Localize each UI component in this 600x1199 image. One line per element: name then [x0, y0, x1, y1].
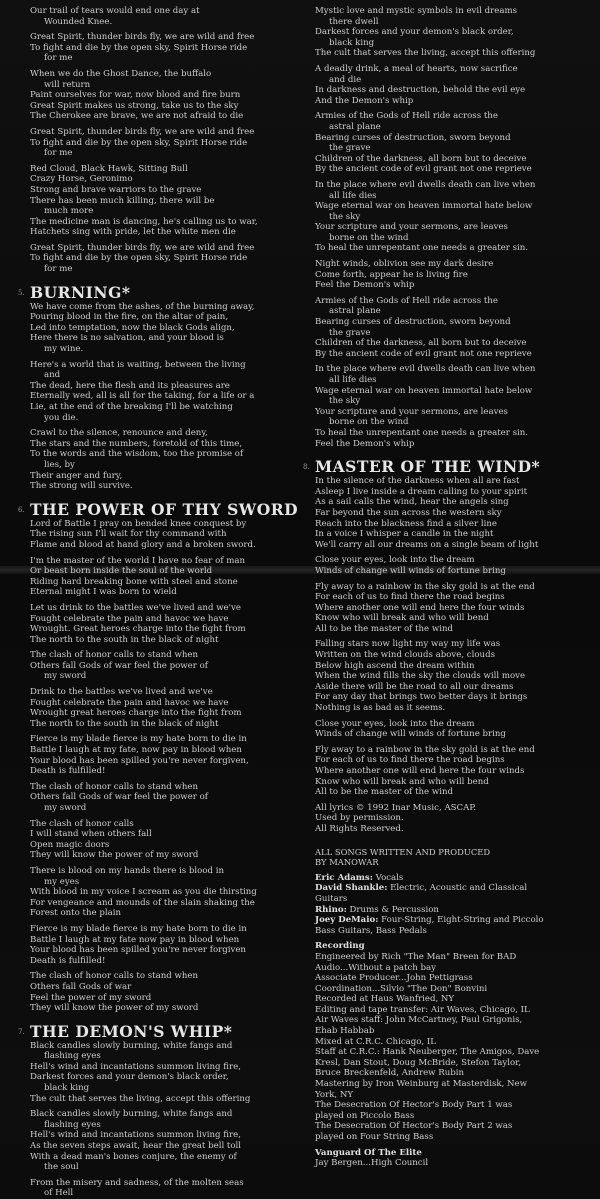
lyric-line: Aside there will be the road to all our dreams	[315, 681, 514, 692]
lyric-line: All lyrics © 1992 Inar Music, ASCAP.	[315, 802, 477, 813]
credit-line: The Desecration Of Hector's Body Part 2 was	[315, 1121, 513, 1132]
lyric-line: of Hell	[44, 1188, 74, 1199]
lyric-line: Know who will break and who will bend	[315, 776, 489, 787]
stanza	[30, 971, 300, 1013]
stanza	[315, 803, 595, 835]
lyric-line: my wine.	[44, 344, 84, 355]
lyric-line: Come forth, appear he is living fire	[315, 269, 468, 280]
lyric-line: Crawl to the silence, renounce and deny,	[30, 428, 208, 439]
lyric-line: In the place where evil dwells death can live when	[315, 364, 536, 375]
lyric-line: Crazy Horse, Geronimo	[30, 174, 133, 185]
lyric-line: all life dies	[329, 190, 377, 201]
stanza	[315, 745, 595, 798]
member-role: Drums & Percussion	[346, 904, 439, 915]
stanza	[30, 603, 300, 645]
lyric-line: Let us drink to the battles we've lived and we've	[30, 602, 241, 613]
lyric-line: The stars and the numbers, foretold of this time,	[30, 438, 243, 449]
lyric-line: Red Cloud, Black Hawk, Sitting Bull	[30, 163, 188, 174]
lyric-line: Falling stars now light my way my life was	[315, 639, 501, 650]
lyric-line: for me	[44, 264, 73, 275]
lyric-line: Great Spirit, thunder birds fly, we are wild and free	[30, 242, 255, 253]
recording-lines	[315, 952, 595, 1143]
recording-heading: Recording	[315, 941, 365, 952]
lyric-line: Bearing curses of destruction, sworn beyond	[315, 317, 511, 328]
lyric-line: The north to the south in the black of night	[30, 718, 219, 729]
produced-by	[315, 847, 595, 868]
vanguard-heading: Vanguard Of The Elite	[315, 1147, 422, 1158]
lyric-line: When we do the Ghost Dance, the buffalo	[30, 68, 212, 79]
lyric-line: borne on the wind	[329, 417, 409, 428]
credit-line: Staff at C.R.C.: Hank Neuberger, The Amigos, Dave	[315, 1047, 540, 1058]
lyric-line: As the seven steps await, hear the great bell toll	[30, 1141, 242, 1152]
lyric-line: Wrought. Great heroes charge into the fight from	[30, 624, 246, 635]
member-name: Eric Adams:	[315, 872, 373, 883]
lyric-line: As a sail calls the wind, hear the angels sing	[315, 497, 509, 508]
member-name: Rhino:	[315, 904, 347, 915]
lyric-line: astral plane	[329, 121, 381, 132]
credit-line: Editing and tape transfer: Air Waves, Chicago, IL	[315, 1004, 530, 1015]
lyric-line: The medicine man is dancing, he's calling us to war,	[30, 216, 258, 227]
vanguard-credits	[315, 1148, 595, 1169]
lyric-line: Darkest forces and your demon's black order,	[30, 1072, 229, 1083]
lyric-line: Used by permission.	[315, 813, 404, 824]
lyric-line: Wrought great heroes charge into the fight from	[30, 708, 242, 719]
lyric-line: Where another one will end here the four winds	[315, 766, 525, 776]
stanza	[315, 296, 595, 360]
lyric-line: For each of us to find there the road begins	[315, 592, 505, 603]
lyric-line: Where another one will end here the four winds	[315, 602, 525, 613]
credit-line: York, NY	[315, 1089, 354, 1100]
lyric-line: Great Spirit, thunder birds fly, we are wild and free	[30, 32, 255, 43]
lyric-line: Riding hard breaking bone with steel and stone	[30, 576, 238, 587]
lyric-line: Mystic love and mystic symbols in evil dreams	[315, 6, 517, 16]
lyric-line: We'll carry all our dreams on a single beam of light	[315, 539, 539, 550]
stanza	[30, 866, 300, 919]
member-role: Vocals	[372, 872, 404, 883]
lyric-line: Winds of change will winds of fortune bring	[315, 729, 506, 740]
lyric-line: The clash of honor calls to stand when	[30, 971, 198, 982]
lyric-line: Eternal might I was born to wield	[30, 587, 177, 598]
stanza	[30, 32, 300, 64]
credit-line: Associate Producer...John Pettigrass	[315, 973, 473, 984]
track-number: 7.	[18, 1027, 25, 1036]
lyric-line: Drink to the battles we've lived and we've	[30, 687, 213, 698]
stanza	[315, 64, 595, 106]
credit-line: Audio...Without a patch bay	[315, 962, 437, 973]
lyric-line: In the silence of the darkness when all are fast	[315, 476, 520, 487]
song-lyrics	[30, 302, 300, 492]
song-title: THE POWER OF THY SWORD	[30, 499, 299, 519]
lyric-line: the grave	[329, 327, 371, 338]
lyric-line: The clash of honor calls to stand when	[30, 650, 198, 661]
vanguard-lines	[315, 1158, 595, 1169]
lyric-line: With blood in my voice I scream as you die thirsting	[30, 887, 257, 898]
lyric-line: Fought celebrate the pain and havoc we have	[30, 697, 229, 708]
stanza	[315, 259, 595, 291]
lyric-line: Reach into the blackness find a silver line	[315, 518, 497, 529]
stanza	[30, 687, 300, 729]
stanza	[30, 428, 300, 492]
credit-line: The Desecration Of Hector's Body Part 1 was	[315, 1100, 513, 1111]
lyric-line: Hatchets sing with pride, let the white men die	[30, 227, 236, 238]
lyric-line: Flame and blood at hand glory and a broken sword.	[30, 539, 256, 550]
stanza	[30, 556, 300, 598]
lyric-line: All Rights Reserved.	[315, 823, 404, 834]
lyric-line: my sword	[44, 803, 87, 813]
member-role: Electric, Acoustic and Classical	[387, 883, 528, 894]
lyric-line: flashing eyes	[44, 1119, 101, 1130]
lyric-line: the sky	[329, 211, 361, 222]
lyric-line: Asleep I live inside a dream calling to your spirit	[315, 486, 528, 497]
lyric-line: my eyes	[44, 876, 80, 887]
stanza	[30, 1178, 300, 1199]
lyric-line: The dead, here the flesh and its pleasures are	[30, 380, 230, 391]
stanza	[30, 1109, 300, 1173]
credit-line: Jay Bergen...High Council	[315, 1158, 429, 1169]
lyric-line: and	[44, 370, 61, 381]
lyric-line: The rising sun I'll wait for thy command with	[30, 529, 227, 540]
lyric-line: I'm the master of the world I have no fear of man	[30, 555, 246, 566]
lyric-line: Or beast born inside the soul of the world	[30, 566, 213, 577]
lyric-line: Feel the Demon's whip	[315, 280, 415, 291]
lyric-line: Children of the darkness, all born but to deceive	[315, 338, 527, 349]
stanza	[30, 164, 300, 238]
lyric-line: All to be the master of the wind	[315, 787, 454, 798]
lyric-line: Pouring blood in the fire, on the altar of pain,	[30, 312, 229, 323]
track-number: 6.	[18, 505, 25, 514]
lyric-line: Paint ourselves for war, now blood and fire burn	[30, 90, 241, 101]
lyric-line: Battle I laugh at my fate now pay in blood when	[30, 934, 240, 945]
song-title: MASTER OF THE WIND*	[315, 457, 541, 477]
lyric-line: Death is fulfilled!	[30, 766, 106, 777]
band-member	[315, 905, 595, 916]
lyric-line: Wage eternal war on heaven immortal hate below	[315, 201, 533, 212]
lyric-line: there dwell	[329, 16, 379, 27]
credit-line: Engineered by Rich "The Man" Breen for BAD	[315, 951, 517, 962]
stanza	[30, 924, 300, 966]
lyric-line: By the ancient code of evil grant not one reprieve	[315, 164, 532, 175]
song-title: THE DEMON'S WHIP*	[30, 1021, 233, 1041]
band-member	[315, 926, 595, 937]
lyric-line: Death is fulfilled!	[30, 955, 106, 966]
lyric-line: the sky	[329, 396, 361, 407]
song-title: BURNING*	[30, 282, 131, 302]
lyric-line: Eternally wed, all is all for the taking, for a life or a	[30, 391, 255, 402]
recording-credits	[315, 941, 595, 1142]
credit-line: Kresl, Dan Stout, Doug McBride, Stefon Taylor,	[315, 1057, 522, 1068]
lyric-line: Lord of Battle I pray on bended knee conquest by	[30, 518, 247, 529]
track-number: 5.	[18, 288, 25, 297]
lyric-line: Others fall Gods of war feel the power of	[30, 792, 208, 803]
song-lyrics	[315, 476, 595, 834]
lyric-line: Armies of the Gods of Hell ride across the	[315, 111, 498, 122]
lyric-line: astral plane	[329, 306, 381, 317]
lyric-line: A deadly drink, a meal of hearts, now sacrifice	[315, 63, 518, 74]
lyric-line: Wounded Knee.	[44, 16, 113, 27]
lyric-line: Close your eyes, look into the dream	[315, 555, 475, 566]
lyric-line: To heal the unrepentant one needs a greater sin.	[315, 427, 529, 438]
lyric-line: Fought celebrate the pain and havoc we have	[30, 613, 229, 624]
lyric-line: and die	[329, 74, 362, 85]
lyric-line: borne on the wind	[329, 232, 409, 243]
lyric-line: my sword	[44, 671, 87, 682]
lyric-line: Below high ascend the dream within	[315, 660, 475, 671]
lyric-line: Wage eternal war on heaven immortal hate below	[315, 385, 533, 396]
song-lyrics	[30, 1041, 300, 1199]
demons-whip-lyrics-continued	[315, 6, 595, 449]
lyric-line: Close your eyes, look into the dream	[315, 718, 475, 729]
lyric-line: To fight and die by the open sky, Spirit Horse ride	[30, 137, 248, 148]
stanza	[315, 364, 595, 449]
stanza	[30, 6, 300, 27]
stanza	[30, 734, 300, 776]
lyric-line: From the misery and sadness, of the molten seas	[30, 1177, 244, 1188]
lyric-line: you die.	[44, 412, 79, 423]
lyric-line: Know who will break and who will bend	[315, 613, 489, 624]
lyric-line: For vengeance and mounds of the slain shaking the	[30, 897, 255, 908]
lyric-line: Others fall Gods of war feel the power of	[30, 660, 208, 671]
credit-line: BY MANOWAR	[315, 857, 379, 868]
stanza	[315, 555, 595, 576]
lyric-line: much more	[44, 206, 94, 217]
lyric-line: Here there is no salvation, and your blood is	[30, 333, 224, 344]
credit-line: ALL SONGS WRITTEN AND PRODUCED	[315, 846, 491, 857]
song-burning	[18, 280, 300, 492]
stanza	[30, 650, 300, 682]
lyric-line: black king	[329, 37, 375, 48]
lyric-line: the soul	[44, 1162, 79, 1173]
left-column	[18, 6, 300, 1199]
stanza	[315, 180, 595, 254]
lyric-line: for me	[44, 53, 73, 64]
member-role: Bass Guitars, Bass Pedals	[315, 925, 427, 936]
lyric-line: In the place where evil dwells death can live when	[315, 179, 536, 190]
member-role: Guitars	[315, 893, 348, 904]
band-members	[315, 873, 595, 937]
lyric-line: Your blood has been spilled you're never forgiven,	[30, 755, 249, 766]
stanza	[315, 6, 595, 59]
lyric-line: The strong will survive.	[30, 481, 133, 492]
stanza	[30, 360, 300, 424]
lyric-line: Forest onto the plain	[30, 908, 121, 919]
lyric-line: Nothing is as bad as it seems.	[315, 703, 446, 714]
lyric-line: They will know the power of my sword	[30, 850, 199, 861]
credit-line: Recorded at Haus Wanfried, NY	[315, 994, 455, 1005]
lyric-line: And the Demon's whip	[315, 95, 414, 106]
credit-line: played on Four String Bass	[315, 1132, 434, 1142]
lyric-line: Bearing curses of destruction, sworn beyond	[315, 132, 511, 143]
lyric-line: Fierce is my blade fierce is my hate born to die in	[30, 923, 247, 934]
lyric-line: The cult that serves the living, accept this offering	[315, 48, 536, 59]
credit-line: Mastering by Iron Weinburg at Masterdisk, New	[315, 1079, 527, 1090]
stanza	[30, 69, 300, 122]
lyric-line: Night winds, oblivion see my dark desire	[315, 259, 494, 270]
lyric-line: Written on the wind clouds above, clouds	[315, 650, 495, 661]
credit-line: Coordination...Silvio "The Don" Bonvini	[315, 983, 488, 994]
stanza	[30, 819, 300, 861]
lyric-line: Hell's wind and incantations summon living fire,	[30, 1061, 241, 1072]
ghost-dance-lyrics	[30, 6, 300, 275]
lyric-line: The cult that serves the living, accept this offering	[30, 1093, 251, 1104]
lyric-line: for me	[44, 148, 73, 159]
lyric-line: Great Spirit, thunder birds fly, we are wild and free	[30, 126, 255, 137]
credit-line: Air Waves staff: John McCartney, Paul Grigonis,	[315, 1015, 523, 1026]
lyric-line: Winds of change will winds of fortune bring	[315, 565, 506, 576]
stanza	[315, 111, 595, 175]
right-column	[303, 6, 595, 1169]
member-name: David Shankle:	[315, 883, 388, 894]
stanza	[30, 782, 300, 814]
lyric-line: There is blood on my hands there is blood in	[30, 865, 225, 876]
lyric-line: Children of the darkness, all born but to deceive	[315, 153, 527, 164]
lyric-line: Led into temptation, now the black Gods align,	[30, 322, 235, 333]
lyric-line: Fly away to a rainbow in the sky gold is at the end	[315, 744, 535, 755]
lyric-line: All to be the master of the wind	[315, 623, 454, 634]
lyric-line: To fight and die by the open sky, Spirit Horse ride	[30, 42, 248, 53]
stanza	[315, 582, 595, 635]
lyric-line: By the ancient code of evil grant not one reprieve	[315, 348, 532, 359]
lyric-line: To heal the unrepentant one needs a greater sin.	[315, 243, 529, 254]
lyric-line: Our trail of tears would end one day at	[30, 6, 200, 16]
stanza	[30, 302, 300, 355]
lyric-line: I will stand when others fall	[30, 829, 152, 840]
stanza	[30, 1041, 300, 1105]
lyric-line: The north to the south in the black of night	[30, 634, 219, 645]
lyric-line: When the wind fills the sky the clouds will move	[315, 671, 526, 682]
stanza	[315, 639, 595, 713]
credit-line: played on Piccolo Bass	[315, 1110, 415, 1121]
song-power-of-thy-sword	[18, 497, 300, 1014]
lyric-line: Your scripture and your sermons, are leaves	[315, 406, 508, 417]
lyric-line: Great Spirit makes us strong, take us to the sky	[30, 100, 239, 111]
lyric-line: black king	[44, 1083, 90, 1094]
lyric-line: In a voice I whisper a candle in the night	[315, 529, 494, 540]
lyric-line: Lie, at the end of the breaking I'll be watching	[30, 402, 233, 412]
lyric-line: There has been much killing, there will be	[30, 195, 215, 206]
lyric-line: For any day that brings two better days it brings	[315, 692, 528, 703]
lyric-line: They will know the power of my sword	[30, 1003, 199, 1014]
lyric-line: The Cherokee are brave, we are not afraid to die	[30, 111, 244, 122]
credits-block	[315, 847, 595, 1169]
lyric-line: lies, by	[44, 459, 75, 470]
lyric-line: Strong and brave warriors to the grave	[30, 184, 202, 195]
lyric-line: Fierce is my blade fierce is my hate born to die in	[30, 734, 247, 745]
credit-line: Mixed at C.R.C. Chicago, IL	[315, 1036, 436, 1047]
lyric-line: the grave	[329, 143, 371, 154]
lyric-line: Feel the power of my sword	[30, 992, 152, 1003]
lyric-line: We have come from the ashes, of the burning away,	[30, 301, 255, 312]
track-number: 8.	[303, 463, 310, 472]
lyric-line: The clash of honor calls	[30, 818, 134, 829]
lyric-line: Darkest forces and your demon's black order,	[315, 27, 514, 38]
credit-line: Bruce Breckenfeld, Andrew Rubin	[315, 1068, 465, 1079]
band-member	[315, 915, 595, 926]
lyric-line: Open magic doors	[30, 839, 110, 850]
lyric-line: For each of us to find there the road begins	[315, 755, 505, 766]
member-role: Four-String, Eight-String and Piccolo	[378, 915, 544, 926]
lyric-line: Hell's wind and incantations summon living fire,	[30, 1130, 241, 1141]
lyric-line: Feel the Demon's whip	[315, 438, 415, 449]
lyric-line: Their anger and fury,	[30, 470, 123, 481]
song-demons-whip	[18, 1019, 300, 1199]
credit-line: Ehab Habbab	[315, 1026, 375, 1037]
stanza	[30, 127, 300, 159]
lyric-line: Fly away to a rainbow in the sky gold is at the end	[315, 581, 535, 592]
lyric-line: Armies of the Gods of Hell ride across the	[315, 295, 498, 306]
band-member	[315, 873, 595, 884]
lyric-line: Black candles slowly burning, white fangs and	[30, 1109, 233, 1120]
song-lyrics	[30, 519, 300, 1014]
lyric-line: Black candles slowly burning, white fangs and	[30, 1040, 233, 1051]
lyric-line: Your blood has been spilled you're never forgiven	[30, 945, 246, 956]
lyric-line: will return	[44, 79, 91, 90]
lyric-line: Here's a world that is waiting, between the living	[30, 359, 246, 370]
lyric-line: flashing eyes	[44, 1051, 101, 1062]
band-member	[315, 894, 595, 905]
lyric-line: Far beyond the sun across the western sky	[315, 507, 502, 518]
stanza	[30, 519, 300, 551]
lyric-line: Others fall Gods of war	[30, 981, 132, 992]
lyric-line: Battle I laugh at my fate, now pay in blood when	[30, 745, 242, 756]
stanza	[315, 719, 595, 740]
band-member	[315, 883, 595, 894]
lyric-line: To the words and the wisdom, too the promise of	[30, 449, 244, 460]
song-master-of-the-wind	[303, 454, 595, 834]
stanza	[315, 476, 595, 550]
stanza	[30, 243, 300, 275]
lyric-line: With a dead man's bones conjure, the enemy of	[30, 1151, 237, 1162]
lyric-line: Your scripture and your sermons, are leaves	[315, 222, 508, 233]
member-name: Joey DeMaio:	[315, 915, 379, 926]
lyric-line: To fight and die by the open sky, Spirit Horse ride	[30, 253, 248, 264]
lyric-line: In darkness and destruction, behold the evil eye	[315, 85, 526, 96]
lyric-line: The clash of honor calls to stand when	[30, 781, 198, 792]
lyric-line: all life dies	[329, 375, 377, 385]
